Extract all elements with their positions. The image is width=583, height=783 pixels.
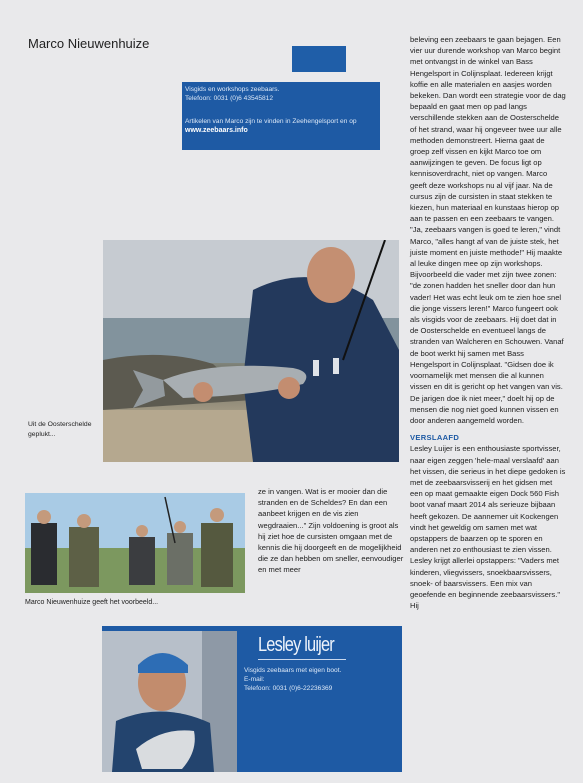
logo-divider bbox=[258, 659, 346, 660]
blue-square-graphic bbox=[292, 46, 346, 72]
info-line-1: Visgids en workshops zeebaars. bbox=[185, 86, 280, 93]
redacted-link-placeholder bbox=[185, 105, 377, 111]
author-heading: Marco Nieuwenhuize bbox=[28, 36, 150, 51]
info-line-2: Telefoon: 0031 (0)6 43545812 bbox=[185, 95, 273, 102]
lesley-line-2: E-mail: bbox=[244, 676, 265, 683]
middle-column-text bbox=[258, 486, 404, 576]
info-line-3: Artikelen van Marco zijn te vinden in Zeehengelsport en op bbox=[185, 118, 357, 125]
middle-paragraph: ze in vangen. Wat is er mooier dan die stranden en de Scheldes? En dan een aanbeet krijgen en de vis zien wegdraaien..." Zijn voldoening is groot als hij ziet hoe de cursisten omgaan met de kennis die hij doorgeeft en de mogelijkheid die ze dan hebben om sneller, eenvoudiger en met meer bbox=[258, 487, 404, 575]
photo-man-with-fish bbox=[103, 240, 399, 462]
photo-lesley-with-fish bbox=[102, 631, 237, 772]
photo-group-workshop bbox=[25, 493, 245, 593]
photo-lesley-illustration bbox=[102, 631, 237, 772]
info-url-link[interactable]: www.zeebaars.info bbox=[185, 127, 248, 134]
lesley-contact bbox=[244, 666, 341, 693]
info-box bbox=[182, 82, 380, 150]
photo-man-with-fish-illustration bbox=[103, 240, 399, 462]
photo-group-illustration bbox=[25, 493, 245, 593]
right-paragraph-2: Lesley Luijer is een enthousiaste sportvisser, naar eigen zeggen 'hele-maal verslaafd' aan het vissen, die serieus in het diepe gedoken is met de zeebaarsvisserij en het gidsen met een op maat gemaakte eigen Dock 560 Fish boot vanaf maart 2014 als serieuze bijbaan heeft gekozen. De aannemer uit Kockengen vindt het geweldig om samen met wat opstappers de baarzen op te sporen en anderen net zo enthousiast te zien vissen. Lesley krijgt allerlei opstappers: "Vaders met kinderen, vliegvissers, snoekbaarsvissers, snoek- of baarsvissers. Een mix van geoefende en beginnende zeebaarsvissers." Hij bbox=[410, 444, 566, 611]
right-column-text bbox=[410, 34, 566, 611]
right-paragraph-1: beleving een zeebaars te gaan bejagen. Een vier uur durende workshop van Marco begint met ontvangst in de winkel van Bass Hengelsport in Colijnsplaat. Iedereen krijgt koffie en alle materialen en aasjes worden bekeken. Dan wordt een strategie voor de dag bepaald en gaat men op pad langs verschillende stekken aan de Oosterschelde of het strand, waar hij ongeveer twee uur alle methoden demonstreert. Hierna gaat de groep zelf vissen en kijkt Marco toe om aanwijzingen te geven. De focus ligt op kennisoverdracht, niet op vangen. Marco geeft deze workshops nu al vijf jaar. Na de cursus zijn de cursisten in staat stekken te kiezen, hun materiaal en kunstaas hierop op aan te passen en een zeebaars te vangen. "Ja, zeebaars vangen is goed te leren," vindt Marco, "alles hangt af van de juiste stek, het juiste moment en juiste methode!" Hij maakte al leuke dingen mee op zijn workshops. Bijvoorbeeld die vader met zijn twee zonen: "de zonen hadden het sneller door dan hun vader! Het was echt leuk om te zien hoe snel die jonge vissers leren!" Marco fungeert ook als visgids voor de zeebaars. Hij doet dat in de Oosterschelde en eventueel langs de stranden van Walcheren en Schouwen. Vanaf de boot werkt hij samen met Bass Hengelsport in Colijnsplaat. "Gidsen doe ik voornamelijk met mensen die al kunnen vissen en dit is gericht op het vangen van vis. De jarigen doe ik niet meer," doelt hij op de mensen die nog niet goed kunnen vissen en door anderen aangemeld worden. bbox=[410, 35, 566, 425]
lesley-line-3: Telefoon: 0031 (0)6-22236369 bbox=[244, 685, 333, 692]
lesley-logo: Lesley luijer bbox=[258, 634, 334, 656]
caption-photo1: Uit de Oosterschelde geplukt... bbox=[28, 421, 92, 438]
lesley-info-box bbox=[102, 626, 402, 772]
lesley-line-1: Visgids zeebaars met eigen boot. bbox=[244, 667, 342, 674]
caption-photo2: Marco Nieuwenhuize geeft het voorbeeld... bbox=[25, 599, 159, 606]
section-heading-verslaafd: VERSLAAFD bbox=[410, 433, 460, 443]
